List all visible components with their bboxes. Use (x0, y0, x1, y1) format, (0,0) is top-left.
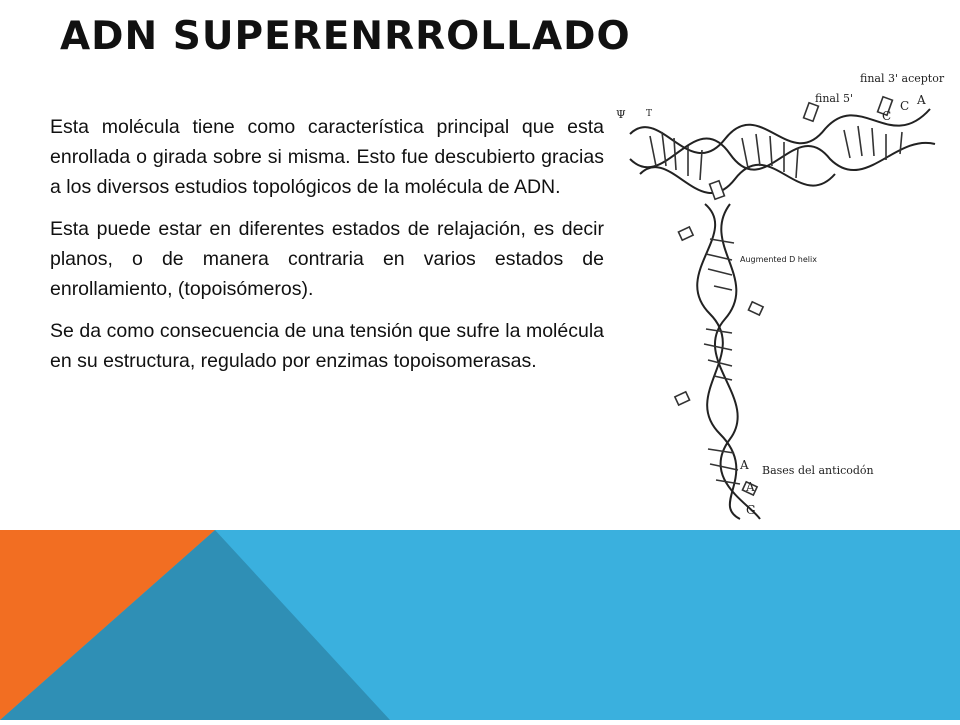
dna-figure (610, 64, 956, 526)
base-c: C (900, 99, 910, 113)
base-a-top: A (917, 93, 926, 107)
paragraph: Esta puede estar en diferentes estados de relajación, es decir planos, o de manera contraria en varios estados de enrollamiento, (topoisómeros). (50, 218, 604, 300)
label-acceptor: final 3' aceptor (860, 72, 945, 85)
base-a: A (746, 480, 755, 494)
decorative-shapes (0, 530, 960, 720)
label-anticodon: Bases del anticodón (762, 464, 874, 477)
symbol-psi: Ψ (616, 108, 626, 121)
decorative-band (0, 530, 960, 720)
base-g: G (746, 503, 756, 517)
base-c: C (882, 109, 892, 123)
paragraph: Se da como consecuencia de una tensión que sufre la molécula en su estructura, regulado por enzimas topoisomerasas. (50, 320, 604, 372)
label-augmented-helix: Augmented D helix (740, 255, 817, 264)
slide-title: ADN SUPERENRROLLADO (60, 14, 631, 59)
dna-helix-illustration (610, 64, 956, 526)
base-a: A (740, 458, 749, 472)
symbol-t: T (646, 109, 653, 119)
label-five-prime: final 5' (815, 92, 854, 105)
lower-helix (697, 204, 760, 519)
body-text (50, 112, 604, 388)
paragraph: Esta molécula tiene como característica principal que esta enrollada o girada sobre si misma. Esto fue descubierto gracias a los diversos estudios topológicos de la molécula de ADN. (50, 116, 604, 198)
